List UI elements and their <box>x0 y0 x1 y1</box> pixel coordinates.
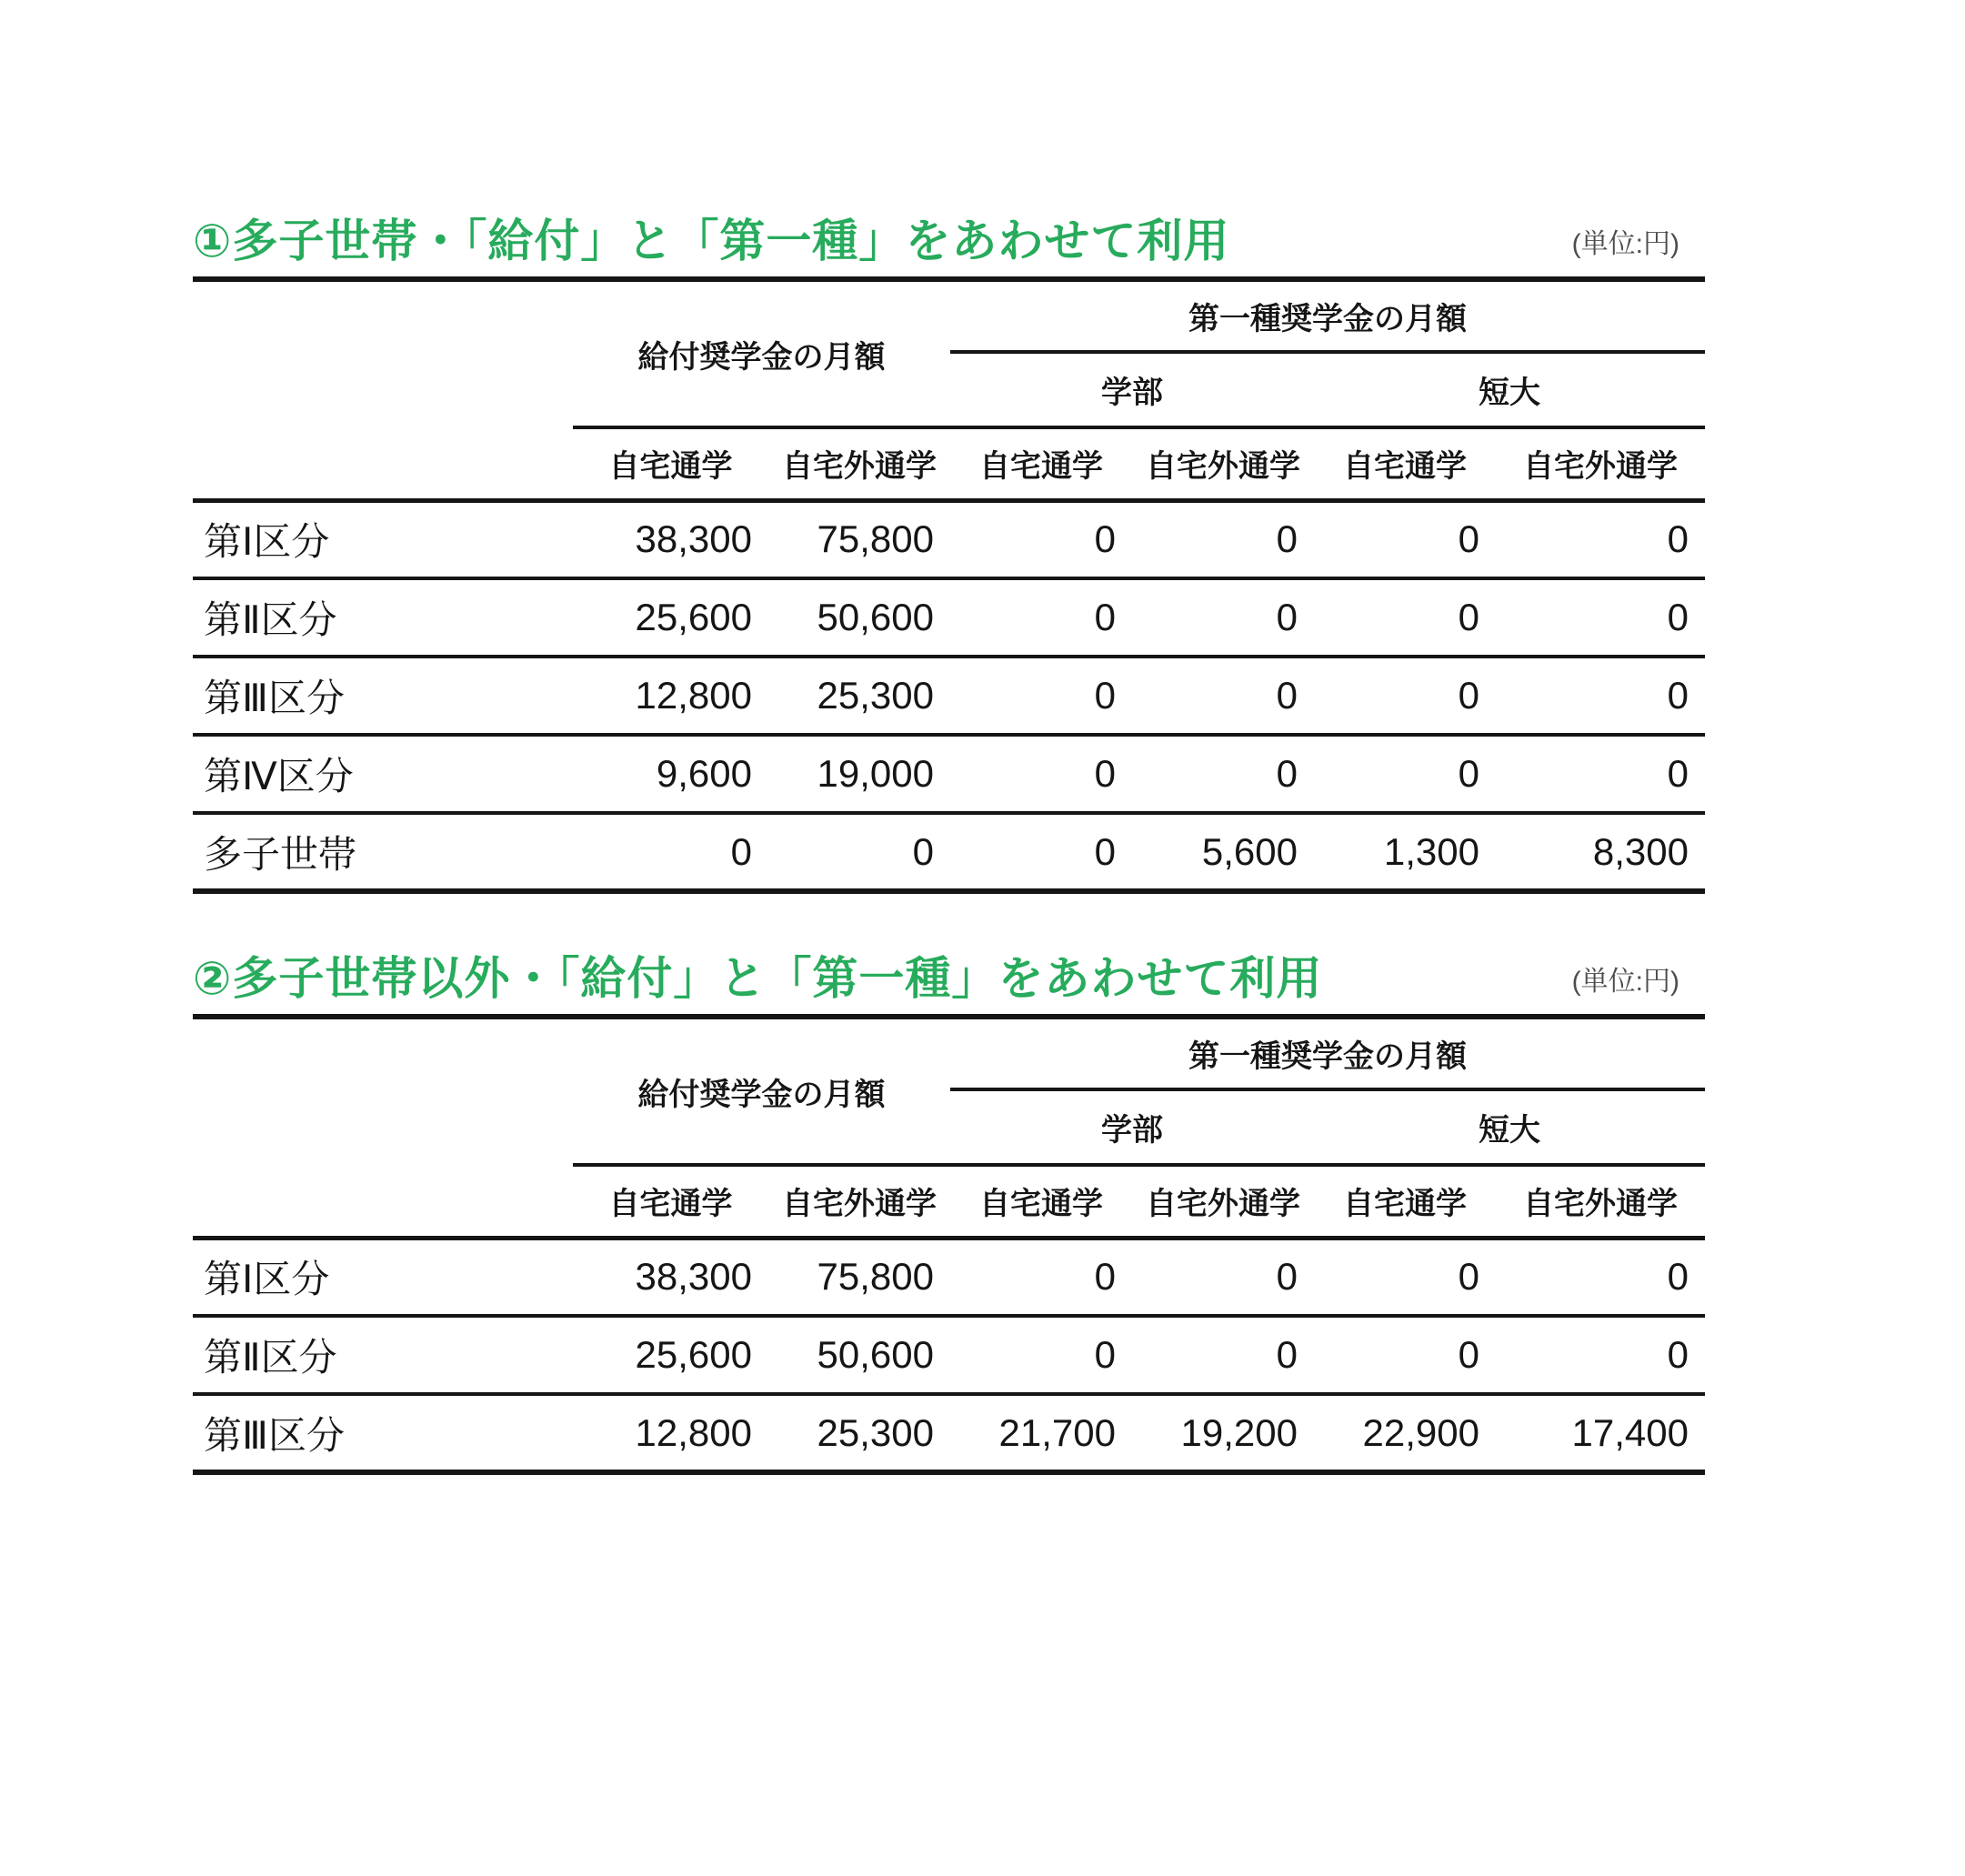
table1-header-kyufu: 給付奨学金の月額 <box>573 279 950 427</box>
cell-value: 25,600 <box>573 1316 768 1394</box>
table1-header-commute-2: 自宅外通学 <box>768 427 950 500</box>
table2-corner-cell <box>193 1017 573 1238</box>
table2-header-kyufu: 給付奨学金の月額 <box>573 1017 950 1165</box>
table1-header-commute-6: 自宅外通学 <box>1496 427 1705 500</box>
row-label: 第Ⅱ区分 <box>193 1316 573 1394</box>
table-row <box>193 500 1705 578</box>
cell-value: 0 <box>1132 578 1314 657</box>
section1-title-row <box>193 215 1705 267</box>
section2-unit-label: (単位:円) <box>1571 967 1679 997</box>
table2-header-daiisshu: 第一種奨学金の月額 <box>950 1017 1705 1089</box>
cell-value: 0 <box>1314 1238 1496 1316</box>
row-label: 第Ⅲ区分 <box>193 657 573 735</box>
cell-value: 0 <box>950 1238 1132 1316</box>
cell-value: 0 <box>950 735 1132 813</box>
row-label: 第Ⅰ区分 <box>193 1238 573 1316</box>
cell-value: 0 <box>912 829 934 873</box>
cell-value: 0 <box>950 578 1132 657</box>
table1-header-commute-1: 自宅通学 <box>573 427 768 500</box>
cell-value: 0 <box>730 829 752 873</box>
row-label: 第Ⅳ区分 <box>193 735 573 813</box>
table2-header-commute-3: 自宅通学 <box>950 1165 1132 1238</box>
section1-unit-label: (単位:円) <box>1571 229 1679 259</box>
cell-value: 8,300 <box>1592 829 1689 873</box>
scholarship-table-2 <box>193 1014 1705 1475</box>
cell-value: 1,300 <box>1383 829 1479 873</box>
table2-header-commute-4: 自宅外通学 <box>1132 1165 1314 1238</box>
cell-value: 0 <box>1496 1238 1705 1316</box>
cell-value: 19,200 <box>1180 1410 1298 1454</box>
cell-value: 38,300 <box>573 500 768 578</box>
table-row <box>193 657 1705 735</box>
cell-value: 0 <box>1314 500 1496 578</box>
cell-value: 19,000 <box>768 735 950 813</box>
cell-value: 0 <box>1496 657 1705 735</box>
table-row <box>193 578 1705 657</box>
cell-value: 0 <box>1132 735 1314 813</box>
row-label: 第Ⅲ区分 <box>204 1413 345 1457</box>
document-content <box>193 0 1705 1475</box>
cell-value: 25,600 <box>573 578 768 657</box>
table2-header-commute-5: 自宅通学 <box>1314 1165 1496 1238</box>
table2-header-tandai: 短大 <box>1314 1089 1705 1165</box>
cell-value: 12,800 <box>573 657 768 735</box>
row-label: 第Ⅱ区分 <box>193 578 573 657</box>
table1-corner-cell <box>193 279 573 500</box>
cell-value: 0 <box>1132 500 1314 578</box>
cell-value: 0 <box>1132 1316 1314 1394</box>
section2-title-row <box>193 952 1705 1005</box>
cell-value: 0 <box>1132 1238 1314 1316</box>
cell-value: 5,600 <box>1201 829 1298 873</box>
cell-value: 38,300 <box>573 1238 768 1316</box>
cell-value: 0 <box>1314 578 1496 657</box>
table1-header-commute-4: 自宅外通学 <box>1132 427 1314 500</box>
table1-header-daiisshu: 第一種奨学金の月額 <box>950 279 1705 352</box>
cell-value: 17,400 <box>1571 1410 1689 1454</box>
table2-header-commute-1: 自宅通学 <box>573 1165 768 1238</box>
table1-header-commute-3: 自宅通学 <box>950 427 1132 500</box>
cell-value: 50,600 <box>768 1316 950 1394</box>
cell-value: 0 <box>950 500 1132 578</box>
cell-value: 0 <box>1496 500 1705 578</box>
table-row <box>193 735 1705 813</box>
table2-header-gakubu: 学部 <box>950 1089 1314 1165</box>
section2-title: ②多子世帯以外・「給付」と「第一種」をあわせて利用 <box>193 953 1323 1004</box>
cell-value: 0 <box>1496 735 1705 813</box>
cell-value: 12,800 <box>635 1410 752 1454</box>
cell-value: 0 <box>1314 1316 1496 1394</box>
cell-value: 75,800 <box>768 500 950 578</box>
table2-header-commute-2: 自宅外通学 <box>768 1165 950 1238</box>
cell-value: 0 <box>1094 829 1116 873</box>
table-row <box>193 813 1705 891</box>
table1-header-commute-5: 自宅通学 <box>1314 427 1496 500</box>
section-tashisetai <box>193 215 1705 894</box>
cell-value: 0 <box>1496 578 1705 657</box>
cell-value: 25,300 <box>817 1410 934 1454</box>
cell-value: 9,600 <box>573 735 768 813</box>
table2-header-commute-6: 自宅外通学 <box>1496 1165 1705 1238</box>
cell-value: 0 <box>1132 657 1314 735</box>
cell-value: 0 <box>1314 657 1496 735</box>
table2-header <box>193 1017 1705 1238</box>
cell-value: 21,700 <box>998 1410 1116 1454</box>
cell-value: 25,300 <box>768 657 950 735</box>
table1-header <box>193 279 1705 500</box>
cell-value: 75,800 <box>768 1238 950 1316</box>
scholarship-table-1 <box>193 276 1705 894</box>
section1-title: ①多子世帯・「給付」と「第一種」をあわせて利用 <box>193 216 1230 266</box>
cell-value: 0 <box>950 657 1132 735</box>
cell-value: 50,600 <box>768 578 950 657</box>
cell-value: 0 <box>1314 735 1496 813</box>
cell-value: 0 <box>950 1316 1132 1394</box>
table1-header-gakubu: 学部 <box>950 352 1314 427</box>
row-label: 多子世帯 <box>204 832 357 876</box>
row-label: 第Ⅰ区分 <box>193 500 573 578</box>
table-row <box>193 1394 1705 1472</box>
table1-header-tandai: 短大 <box>1314 352 1705 427</box>
cell-value: 0 <box>1496 1316 1705 1394</box>
cell-value: 22,900 <box>1362 1410 1479 1454</box>
table-row <box>193 1316 1705 1394</box>
table-row <box>193 1238 1705 1316</box>
section-tashisetai-igai <box>193 952 1705 1475</box>
